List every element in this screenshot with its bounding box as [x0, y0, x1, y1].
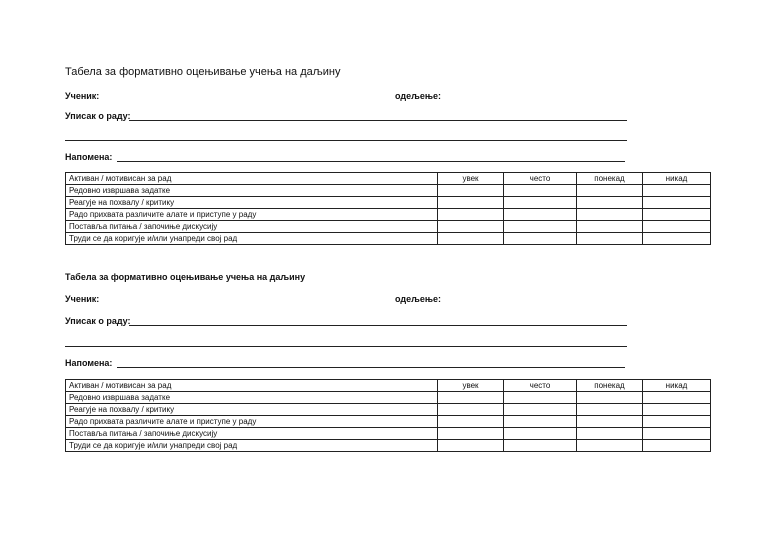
- cell-always[interactable]: [438, 233, 504, 245]
- cell-often[interactable]: [504, 416, 577, 428]
- row-label: Реагује на похвалу / критику: [66, 197, 438, 209]
- cell-often[interactable]: [504, 197, 577, 209]
- class-label: одељење:: [395, 294, 441, 304]
- work-entry-line[interactable]: [129, 325, 627, 326]
- cell-sometimes[interactable]: [577, 404, 643, 416]
- row-label: Поставља питања / започиње дискусију: [66, 221, 438, 233]
- assessment-table: [65, 379, 711, 452]
- cell-always[interactable]: [438, 392, 504, 404]
- cell-never[interactable]: [643, 233, 711, 245]
- cell-always[interactable]: [438, 209, 504, 221]
- row-label: Реагује на похвалу / критику: [66, 404, 438, 416]
- work-entry-label: Уписак о раду:: [65, 111, 131, 121]
- cell-always[interactable]: [438, 416, 504, 428]
- class-label: одељење:: [395, 91, 441, 101]
- assessment-form-1: [65, 66, 710, 251]
- work-entry-line[interactable]: [129, 120, 627, 121]
- cell-sometimes[interactable]: [577, 209, 643, 221]
- note-line[interactable]: [117, 367, 625, 368]
- cell-sometimes[interactable]: [577, 233, 643, 245]
- note-line[interactable]: [117, 161, 625, 162]
- form-title: Табела за формативно оцењивање учења на даљину: [65, 66, 341, 78]
- table-row: [66, 416, 711, 428]
- cell-never[interactable]: [643, 221, 711, 233]
- cell-always[interactable]: [438, 221, 504, 233]
- cell-often[interactable]: [504, 428, 577, 440]
- work-entry-line-2[interactable]: [65, 346, 627, 347]
- student-label: Ученик:: [65, 91, 100, 101]
- assessment-form-2: [65, 272, 710, 457]
- cell-often[interactable]: [504, 440, 577, 452]
- cell-never[interactable]: [643, 416, 711, 428]
- cell-always[interactable]: [438, 428, 504, 440]
- cell-sometimes[interactable]: [577, 416, 643, 428]
- cell-sometimes[interactable]: [577, 440, 643, 452]
- cell-sometimes[interactable]: [577, 221, 643, 233]
- note-label: Напомена:: [65, 152, 113, 162]
- cell-often[interactable]: [504, 404, 577, 416]
- cell-often[interactable]: [504, 392, 577, 404]
- table-header-row: [66, 380, 711, 392]
- work-entry-line-2[interactable]: [65, 140, 627, 141]
- cell-always[interactable]: [438, 197, 504, 209]
- cell-sometimes[interactable]: [577, 392, 643, 404]
- cell-never[interactable]: [643, 392, 711, 404]
- row-label: Радо прихвата различите алате и приступе у раду: [66, 416, 438, 428]
- form-title: Табела за формативно оцењивање учења на даљину: [65, 272, 306, 282]
- table-row: [66, 221, 711, 233]
- cell-never[interactable]: [643, 185, 711, 197]
- assessment-table: [65, 172, 711, 245]
- table-row: [66, 185, 711, 197]
- cell-often[interactable]: [504, 233, 577, 245]
- header-often: често: [504, 380, 577, 392]
- header-never: никад: [643, 380, 711, 392]
- cell-never[interactable]: [643, 209, 711, 221]
- row-label: Труди се да коригује и/или унапреди свој рад: [66, 233, 438, 245]
- cell-sometimes[interactable]: [577, 428, 643, 440]
- cell-always[interactable]: [438, 185, 504, 197]
- table-row: [66, 404, 711, 416]
- student-label: Ученик:: [65, 294, 100, 304]
- table-row: [66, 440, 711, 452]
- cell-often[interactable]: [504, 209, 577, 221]
- header-always: увек: [438, 173, 504, 185]
- table-row: [66, 392, 711, 404]
- header-sometimes: понекад: [577, 173, 643, 185]
- header-criterion: Активан / мотивисан за рад: [66, 173, 438, 185]
- cell-never[interactable]: [643, 197, 711, 209]
- cell-often[interactable]: [504, 185, 577, 197]
- cell-sometimes[interactable]: [577, 197, 643, 209]
- cell-often[interactable]: [504, 221, 577, 233]
- cell-sometimes[interactable]: [577, 185, 643, 197]
- table-row: [66, 209, 711, 221]
- row-label: Труди се да коригује и/или унапреди свој рад: [66, 440, 438, 452]
- table-row: [66, 233, 711, 245]
- header-sometimes: понекад: [577, 380, 643, 392]
- table-header-row: [66, 173, 711, 185]
- header-criterion: Активан / мотивисан за рад: [66, 380, 438, 392]
- cell-never[interactable]: [643, 404, 711, 416]
- table-row: [66, 428, 711, 440]
- row-label: Радо прихвата различите алате и приступе у раду: [66, 209, 438, 221]
- header-always: увек: [438, 380, 504, 392]
- row-label: Редовно извршава задатке: [66, 392, 438, 404]
- cell-never[interactable]: [643, 428, 711, 440]
- cell-always[interactable]: [438, 404, 504, 416]
- row-label: Поставља питања / започиње дискусију: [66, 428, 438, 440]
- work-entry-label: Уписак о раду:: [65, 316, 131, 326]
- row-label: Редовно извршава задатке: [66, 185, 438, 197]
- header-never: никад: [643, 173, 711, 185]
- note-label: Напомена:: [65, 358, 113, 368]
- cell-always[interactable]: [438, 440, 504, 452]
- table-row: [66, 197, 711, 209]
- header-often: често: [504, 173, 577, 185]
- cell-never[interactable]: [643, 440, 711, 452]
